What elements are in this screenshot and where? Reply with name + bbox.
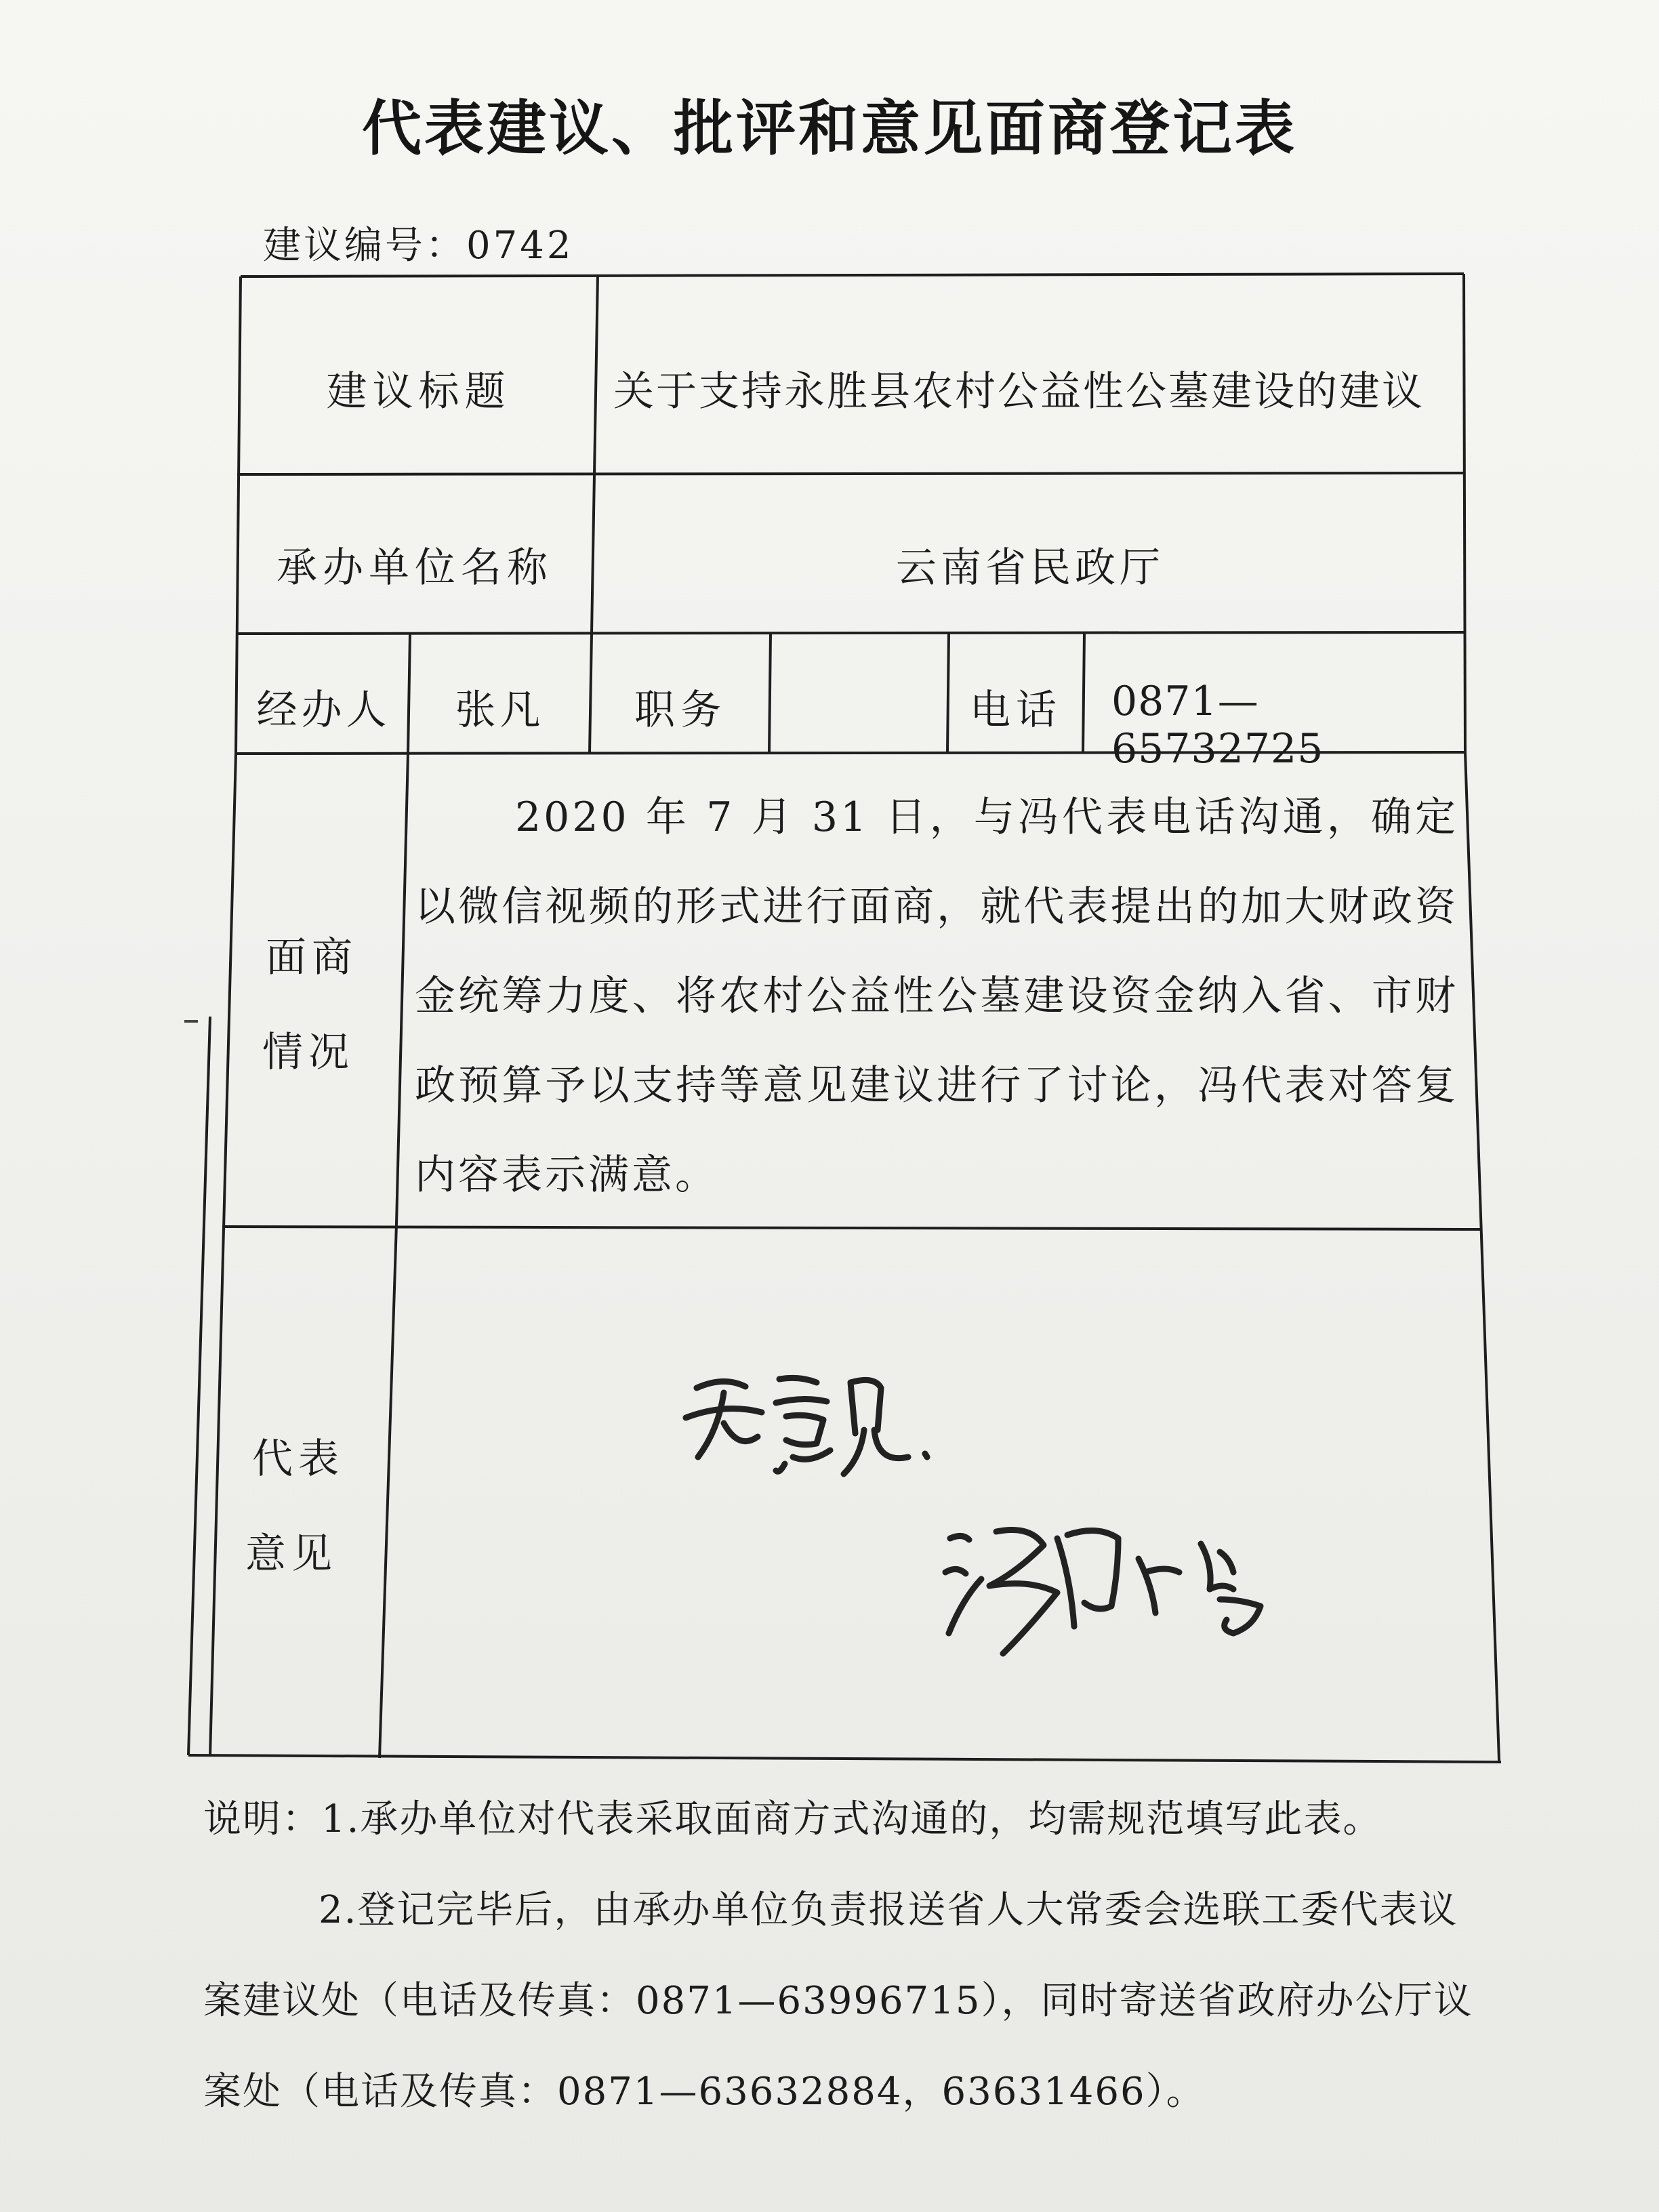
meeting-label-line2: 情况 [262, 1029, 354, 1076]
title-value: 关于支持永胜县农村公益性公墓建设的建议 [613, 368, 1425, 415]
title-label: 建议标题 [326, 368, 511, 415]
opinion-label-line2: 意见 [245, 1530, 337, 1578]
meeting-description: 2020 年 7 月 31 日，与冯代表电话沟通，确定以微信视频的形式进行面商，就代表提出的加大财政资金统筹力度、将农村公益性公墓建设资金纳入省、市财政预算予以支持等意见建议进行了讨论，冯代表对答复内容表示满意。 [415, 794, 1458, 1199]
note-line-1: 说明：1.承办单位对代表采取面商方式沟通的，均需规范填写此表。 [203, 1797, 1382, 1841]
document-title: 代表建议、批评和意见面商登记表 [361, 94, 1297, 163]
suggestion-number: 建议编号：0742 [263, 224, 574, 268]
handler-value: 张凡 [455, 687, 545, 734]
phone-label: 电话 [970, 687, 1062, 734]
position-label: 职务 [634, 687, 726, 734]
unit-label: 承办单位名称 [276, 544, 553, 592]
meeting-label-line1: 面商 [266, 934, 358, 981]
notes-section [203, 1774, 1491, 2137]
unit-value: 云南省民政厅 [896, 544, 1164, 592]
opinion-label-line1: 代表 [252, 1435, 344, 1483]
handler-label: 经办人 [256, 687, 391, 734]
phone-value: 0871—65732725 [1111, 678, 1324, 773]
note-line-2: 2.登记完毕后，由承办单位负责报送省人大常委会选联工委代表议案建议处（电话及传真：0871—63996715），同时寄送省政府办公厅议案处（电话及传真：0871—63632884，63631466）。 [203, 1888, 1473, 2114]
